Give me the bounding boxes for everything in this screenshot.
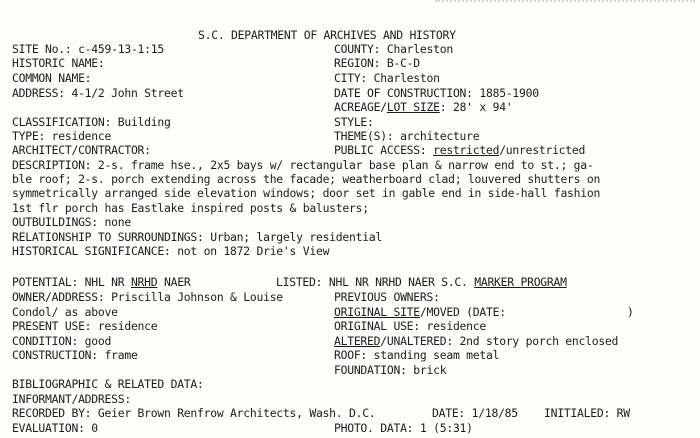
- historic-name: HISTORIC NAME:: [12, 56, 105, 70]
- county: COUNTY: Charleston: [334, 42, 453, 56]
- scan-artifact: [435, 0, 695, 4]
- city: CITY: Charleston: [334, 71, 440, 85]
- public-access-label: PUBLIC ACCESS:: [334, 143, 434, 157]
- informant-address: INFORMANT/ADDRESS:: [12, 392, 131, 406]
- evaluation: EVALUATION: 0: [12, 421, 98, 435]
- acreage-label: ACREAGE/: [334, 100, 387, 114]
- description-line: DESCRIPTION: 2-s. frame hse., 2x5 bays w/ rectangular base plan & narrow end to st.; ga-: [12, 158, 594, 172]
- classification: CLASSIFICATION: Building: [12, 115, 171, 129]
- original-use: ORIGINAL USE: residence: [334, 319, 486, 333]
- potential-naer: NAER: [157, 275, 191, 289]
- condition: CONDITION: good: [12, 334, 112, 348]
- recorded-by: RECORDED BY: Geier Brown Renfrow Architects, Wash. D.C.: [12, 406, 376, 420]
- moved-date-label: /MOVED (DATE:: [419, 305, 506, 319]
- record-date: DATE: 1/18/85: [432, 406, 518, 420]
- owner-address: OWNER/ADDRESS: Priscilla Johnson & Louise: [12, 290, 283, 304]
- original-site-moved: [334, 306, 506, 319]
- type: TYPE: residence: [12, 129, 112, 143]
- roof: ROOF: standing seam metal: [334, 348, 500, 362]
- outbuildings: OUTBUILDINGS: none: [12, 215, 131, 229]
- acreage-lot-size: [334, 101, 512, 114]
- moved-date-close: ): [627, 305, 634, 319]
- relationship-to-surroundings: RELATIONSHIP TO SURROUNDINGS: Urban; largely residential: [12, 230, 383, 244]
- potential-nrhd: NRHD: [130, 275, 158, 289]
- unrestricted-value: /unrestricted: [499, 143, 586, 157]
- bibliographic-data: BIBLIOGRAPHIC & RELATED DATA:: [12, 377, 204, 391]
- site-number: SITE No.: c-459-13-1:15: [12, 42, 164, 56]
- description-line: symmetrically arranged side elevation windows; door set in gable end in side-hall fashion: [12, 186, 601, 200]
- construction: CONSTRUCTION: frame: [12, 348, 138, 362]
- themes: THEME(S): architecture: [334, 129, 480, 143]
- listed-marker-program: MARKER PROGRAM: [474, 275, 567, 289]
- page-title: S.C. DEPARTMENT OF ARCHIVES AND HISTORY: [198, 28, 456, 42]
- architect-contractor: ARCHITECT/CONTRACTOR:: [12, 143, 151, 157]
- initialed: INITIALED: RW: [544, 406, 630, 420]
- description-line: 1st flr porch has Eastlake inspired posts & balusters;: [12, 201, 369, 215]
- common-name: COMMON NAME:: [12, 71, 92, 85]
- listed-label: LISTED: NHL NR NRHD NAER S.C.: [276, 275, 475, 289]
- listed: [276, 276, 567, 289]
- foundation: FOUNDATION: brick: [334, 363, 447, 377]
- potential-label: POTENTIAL: NHL NR: [12, 275, 131, 289]
- unaltered-text: /UNALTERED: 2nd story porch enclosed: [380, 334, 619, 348]
- photo-data: PHOTO. DATA: 1 (5:31): [334, 421, 473, 435]
- altered-label: ALTERED: [334, 334, 381, 348]
- date-of-construction: DATE OF CONSTRUCTION: 1885-1900: [334, 86, 539, 100]
- historical-significance: HISTORICAL SIGNIFICANCE: not on 1872 Drie's View: [12, 244, 330, 258]
- lot-size-label: LOT SIZE: [386, 100, 440, 114]
- region: REGION: B-C-D: [334, 56, 420, 70]
- description-line: ble roof; 2-s. porch extending across the facade; weatherboard clad; louvered shutters on: [12, 172, 601, 186]
- style: STYLE:: [334, 115, 374, 129]
- acreage-value: : 28' x 94': [439, 100, 513, 114]
- potential: [12, 276, 190, 289]
- present-use: PRESENT USE: residence: [12, 319, 158, 333]
- restricted-value: restricted: [433, 143, 500, 157]
- owner-address-cont: Condol/ as above: [12, 305, 118, 319]
- public-access: [334, 144, 585, 157]
- original-site-label: ORIGINAL SITE: [334, 305, 420, 319]
- address: ADDRESS: 4-1/2 John Street: [12, 86, 184, 100]
- altered-unaltered: [334, 335, 618, 348]
- previous-owners: PREVIOUS OWNERS:: [334, 290, 440, 304]
